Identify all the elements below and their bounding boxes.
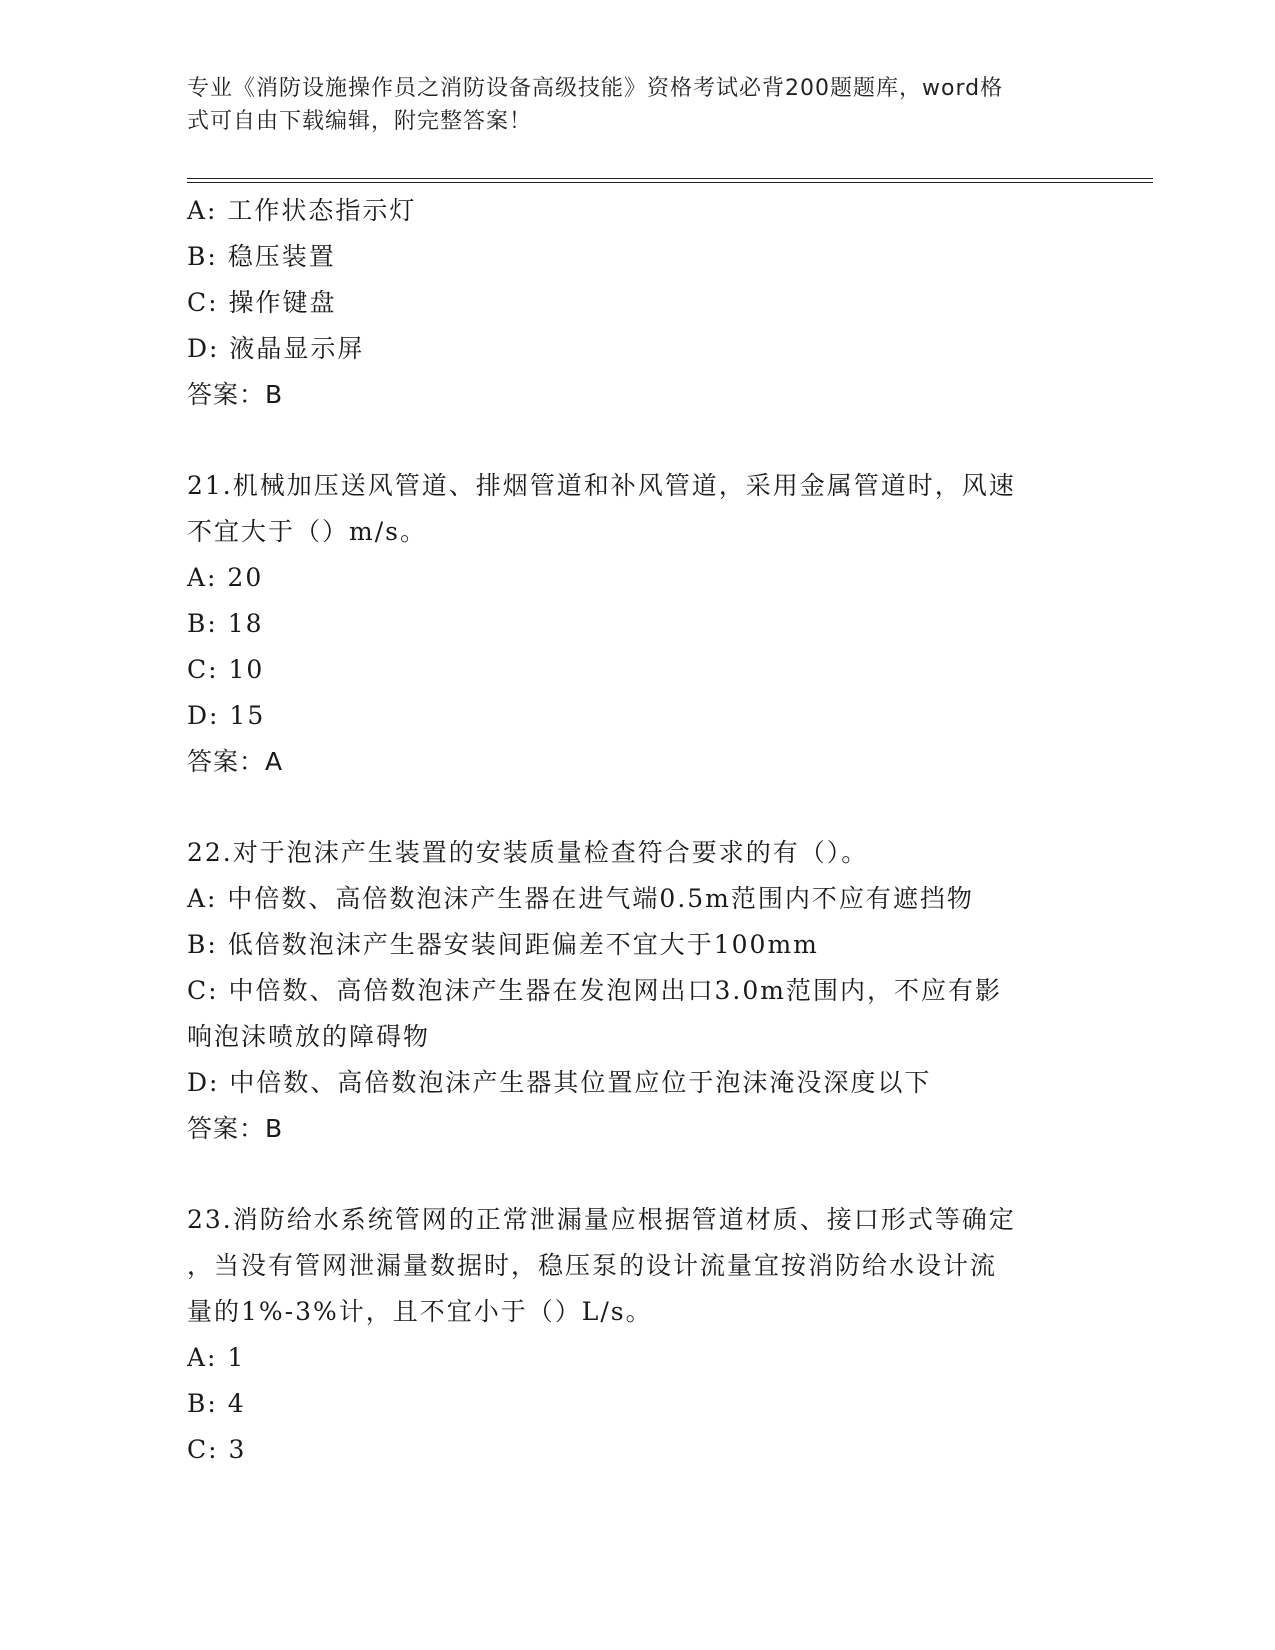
question-20-tail [187,188,1087,418]
question-stem: 量的1%-3%计，且不宜小于（）L/s。 [187,1297,653,1326]
option-c: C: 操作键盘 [187,288,337,317]
question-stem: 不宜大于（）m/s。 [187,517,427,546]
option-b: B: 低倍数泡沫产生器安装间距偏差不宜大于100mm [187,930,819,959]
question-21 [187,463,1087,785]
option-a: A: 1 [187,1343,246,1372]
header-line-2: 式可自由下载编辑，附完整答案！ [187,109,533,134]
option-a: A: 20 [187,563,264,592]
header-line-1: 专业《消防设施操作员之消防设备高级技能》资格考试必背200题题库，word格 [187,76,1004,101]
option-c: C: 3 [187,1435,247,1464]
page-header [187,72,1067,138]
question-22 [187,830,1087,1152]
document-body [187,188,1087,1473]
option-b: B: 18 [187,609,264,638]
question-stem: ，当没有管网泄漏量数据时，稳压泵的设计流量宜按消防给水设计流 [187,1251,998,1280]
answer: 答案：B [187,1114,284,1143]
option-d: D: 中倍数、高倍数泡沫产生器其位置应位于泡沫淹没深度以下 [187,1068,932,1097]
option-c-continued: 响泡沫喷放的障碍物 [187,1022,431,1051]
question-stem: 23.消防给水系统管网的正常泄漏量应根据管道材质、接口形式等确定 [187,1205,1016,1234]
question-stem: 21.机械加压送风管道、排烟管道和补风管道，采用金属管道时，风速 [187,471,1016,500]
question-23 [187,1197,1087,1473]
option-a: A: 中倍数、高倍数泡沫产生器在进气端0.5m范围内不应有遮挡物 [187,884,974,913]
option-d: D: 液晶显示屏 [187,334,365,363]
answer: 答案：B [187,380,284,409]
question-stem: 22.对于泡沫产生装置的安装质量检查符合要求的有（）。 [187,838,869,867]
option-d: D: 15 [187,701,266,730]
option-b: B: 稳压装置 [187,242,336,271]
header-double-rule [187,178,1153,183]
option-c: C: 10 [187,655,265,684]
option-b: B: 4 [187,1389,246,1418]
option-a: A: 工作状态指示灯 [187,196,417,225]
option-c: C: 中倍数、高倍数泡沫产生器在发泡网出口3.0m范围内，不应有影 [187,976,1002,1005]
answer: 答案：A [187,747,284,776]
